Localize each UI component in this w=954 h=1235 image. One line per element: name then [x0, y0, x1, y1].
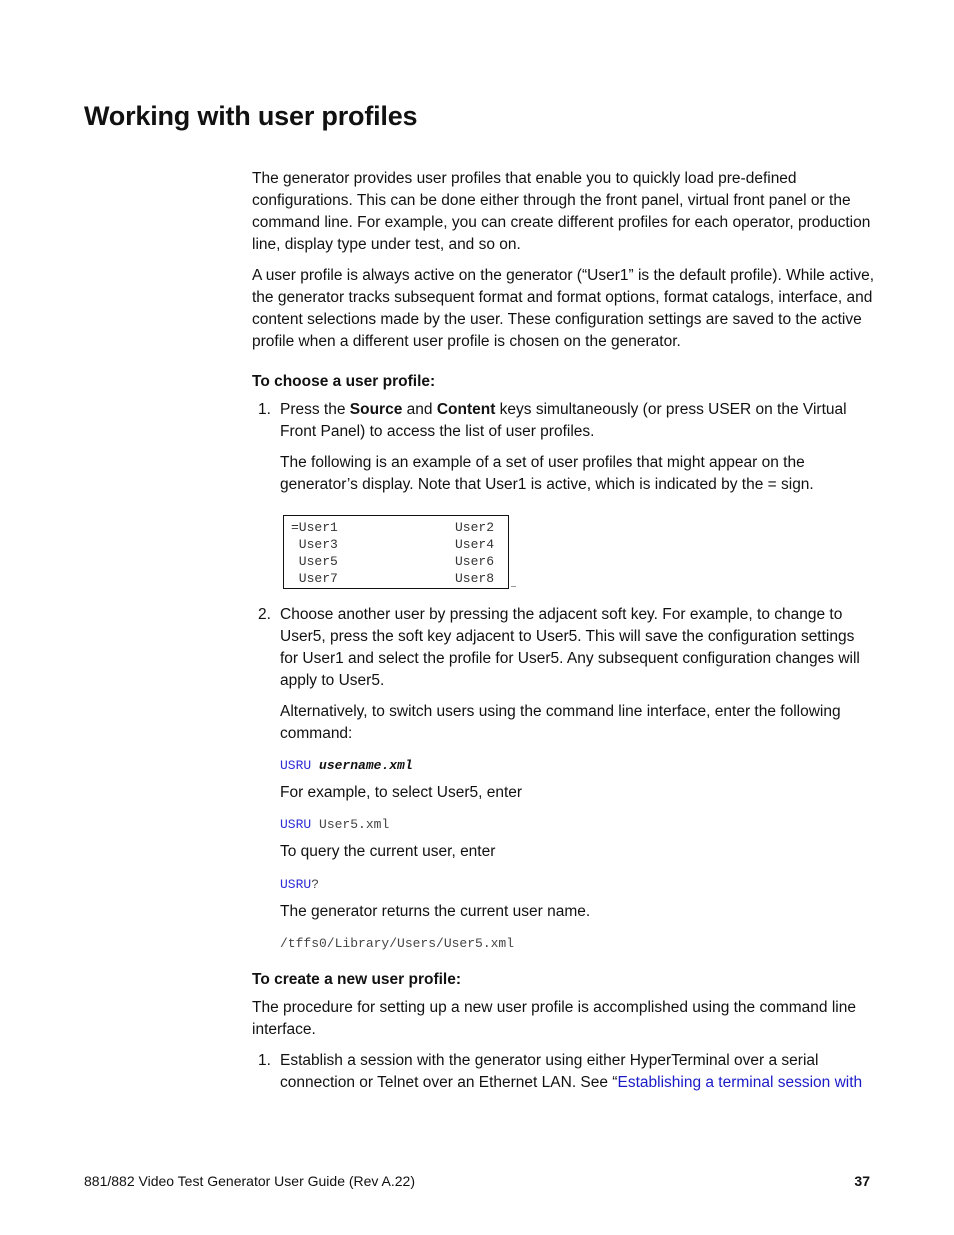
create-intro-text: The procedure for setting up a new user profile is accomplished using the command line interface. — [252, 999, 856, 1038]
command-argument: username.xml — [319, 758, 413, 773]
command-usru-username — [280, 757, 413, 775]
command-argument: User5.xml — [319, 817, 390, 832]
lcd-cell-user7: User7 — [291, 571, 338, 586]
command-usru-query: USRU? — [280, 877, 320, 892]
command-keyword: USRU — [280, 877, 312, 892]
command-keyword: USRU — [280, 817, 312, 832]
step1-note: The following is an example of a set of user profiles that might appear on the generator’s display. Note that User1 is active, which is indicated by the = sign. — [280, 454, 814, 493]
step-number: 1. — [258, 1052, 271, 1069]
step1-text: Press the Source and Content keys simultaneously (or press USER on the Virtual Front Panel) to access the list of user profiles. — [280, 401, 847, 440]
lcd-cell-user1: =User1 — [291, 520, 338, 535]
source-key-label: Source — [349, 401, 403, 418]
step2-text: Choose another user by pressing the adjacent soft key. For example, to change to User5, press the soft key adjacent to User5. This will save the configuration settings for User1 and select the profile for User5. Any subsequent configuration changes will apply to User5. — [280, 606, 860, 689]
create-step1-text: Establish a session with the generator using either HyperTerminal over a serial connection or Telnet over an Ethernet LAN. See “Establishing a terminal session with — [280, 1052, 863, 1091]
lcd-cell-user2: User2 — [455, 520, 495, 535]
choose-profile-heading: To choose a user profile: — [252, 373, 436, 390]
example-text: For example, to select User5, enter — [280, 784, 523, 801]
query-text: To query the current user, enter — [280, 843, 496, 860]
create-profile-heading: To create a new user profile: — [252, 971, 462, 988]
intro-paragraph-2: A user profile is always active on the generator (“User1” is the default profile). While active, the generator tracks subsequent format and format options, format catalogs, interface, and content selections made by the user. These configuration settings are saved to the active profile when a different user profile is chosen on the generator. — [252, 267, 874, 350]
footer-page-number: 37 — [854, 1173, 870, 1189]
page-title: Working with user profiles — [84, 101, 418, 131]
step-number: 2. — [258, 606, 271, 623]
returns-text: The generator returns the current user name. — [280, 903, 591, 920]
footer-document-title: 881/882 Video Test Generator User Guide (Rev A.22) — [84, 1173, 416, 1189]
command-usru-user5 — [280, 816, 389, 834]
lcd-cell-user6: User6 — [455, 554, 495, 569]
lcd-cell-user5: User5 — [291, 554, 338, 569]
intro-paragraph-1: The generator provides user profiles that enable you to quickly load pre-defined configurations. This can be done either through the front panel, virtual front panel or the command line. For example, you can create different profiles for each operator, production line, display type under test, and so on. — [252, 170, 871, 253]
step-number: 1. — [258, 401, 271, 418]
lcd-cell-user3: User3 — [291, 537, 338, 552]
command-result-path: /tffs0/Library/Users/User5.xml — [280, 936, 515, 951]
step2-alternative-text: Alternatively, to switch users using the command line interface, enter the following command: — [280, 703, 841, 742]
lcd-cell-user8: User8 — [455, 571, 495, 586]
lcd-cell-user4: User4 — [455, 537, 495, 552]
command-keyword: USRU — [280, 758, 312, 773]
terminal-session-link[interactable]: Establishing a terminal session with — [617, 1074, 863, 1091]
user-profile-display — [283, 515, 509, 589]
display-corner-mark — [511, 586, 516, 587]
content-key-label: Content — [436, 401, 496, 418]
